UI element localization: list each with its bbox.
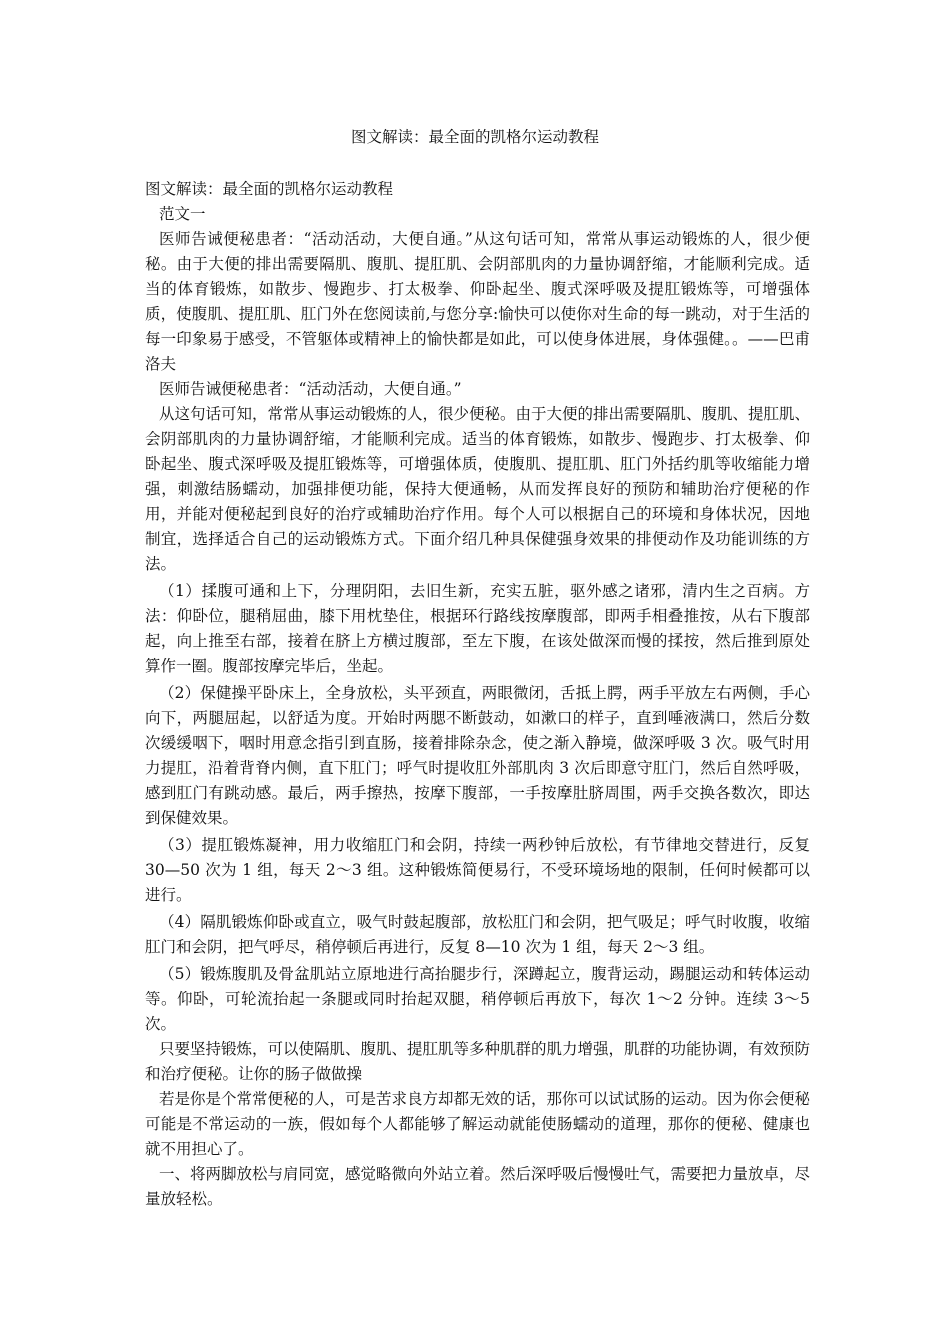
paragraph-2: 医师告诫便秘患者：“活动活动，大便自通。” — [159, 380, 462, 398]
paragraph-4: （1）揉腹可通和上下，分理阴阳，去旧生新，充实五脏，驱外感之诸邪，清内生之百病。方法：仰卧位，腿稍屈曲，膝下用枕垫住，根据环行路线按摩腹部，即两手相叠推按，从右下腹部起，向上推至右部，接着在脐上方横过腹部，至左下腹，在该处做深而慢的揉按，然后推到原处算作一圈。腹部按摩完毕后，坐起。 — [145, 582, 810, 675]
document-title: 图文解读：最全面的凯格尔运动教程 — [350, 128, 599, 146]
document-heading: 图文解读：最全面的凯格尔运动教程 — [145, 180, 394, 198]
paragraph-8: （5）锻炼腹肌及骨盆肌站立原地进行高抬腿步行，深蹲起立，腹背运动，踢腿运动和转体运动等。仰卧，可轮流抬起一条腿或同时抬起双腿，稍停顿后再放下，每次 1～2 分钟。连续 3～5 次。 — [145, 965, 810, 1033]
paragraph-5: （2）保健操平卧床上，全身放松，头平颈直，两眼微闭，舌抵上腭，两手平放左右两侧，手心向下，两腿屈起，以舒适为度。开始时两腮不断鼓动，如漱口的样子，直到唾液满口，然后分数次缓缓咽下，咽时用意念指引到直肠，接着排除杂念，使之渐入静境，做深呼吸 3 次。吸气时用力提肛，沿着背脊内侧，直下肛门；呼气时提收肛外部肌肉 3 次后即意守肛门，然后自然呼吸，感到肛门有跳动感。最后，两手擦热，按摩下腹部，一手按摩肚脐周围，两手交换各数次，即达到保健效果。 — [145, 684, 810, 827]
paragraph-9: 只要坚持锻炼，可以使隔肌、腹肌、提肛肌等多种肌群的肌力增强，肌群的功能协调，有效预防和治疗便秘。让你的肠子做做操 — [145, 1040, 811, 1083]
paragraph-7: （4）隔肌锻炼仰卧或直立，吸气时鼓起腹部，放松肛门和会阴，把气吸足；呼气时收腹，收缩肛门和会阴，把气呼尽，稍停顿后再进行，反复 8—10 次为 1 组，每天 2～3 组。 — [145, 913, 810, 956]
paragraph-6: （3）提肛锻炼凝神，用力收缩肛门和会阴，持续一两秒钟后放松，有节律地交替进行，反复 30—50 次为 1 组，每天 2～3 组。这种锻炼简便易行，不受环境场地的限制，任何时候都可以进行。 — [145, 836, 810, 904]
paragraph-sample-label: 范文一 — [159, 205, 206, 223]
document-body — [145, 177, 810, 1212]
paragraph-11: 一、将两脚放松与肩同宽，感觉略微向外站立着。然后深呼吸后慢慢吐气，需要把力量放卓，尽量放轻松。 — [145, 1165, 811, 1208]
paragraph-10: 若是你是个常常便秘的人，可是苦求良方却都无效的话，那你可以试试肠的运动。因为你会便秘可能是不常运动的一族，假如每个人都能够了解运动就能使肠蠕动的道理，那你的便秘、健康也就不用担心了。 — [145, 1090, 811, 1158]
paragraph-1: 医师告诫便秘患者：“活动活动，大便自通。”从这句话可知，常常从事运动锻炼的人，很少便秘。由于大便的排出需要隔肌、腹肌、提肛肌、会阴部肌肉的力量协调舒缩，才能顺利完成。适当的体育锻炼，如散步、慢跑步、打太极拳、仰卧起坐、腹式深呼吸及提肛锻炼等，可增强体质，使腹肌、提肛肌、肛门外在您阅读前,与您分享:愉快可以使你对生命的每一跳动，对于生活的每一印象易于感受，不管躯体或精神上的愉快都是如此，可以使身体进展，身体强健。。——巴甫洛夫 — [145, 230, 810, 373]
paragraph-3: 从这句话可知，常常从事运动锻炼的人，很少便秘。由于大便的排出需要隔肌、腹肌、提肛肌、会阴部肌肉的力量协调舒缩，才能顺利完成。适当的体育锻炼，如散步、慢跑步、打太极拳、仰卧起坐、腹式深呼吸及提肛锻炼等，可增强体质，使腹肌、提肛肌、肛门外括约肌等收缩能力增强，刺激结肠蠕动，加强排便功能，保持大便通畅，从而发挥良好的预防和辅助治疗便秘的作用，并能对便秘起到良好的治疗或辅助治疗作用。每个人可以根据自己的环境和身体状况，因地制宜，选择适合自己的运动锻炼方式。下面介绍几种具保健强身效果的排便动作及功能训练的方法。 — [145, 405, 811, 573]
